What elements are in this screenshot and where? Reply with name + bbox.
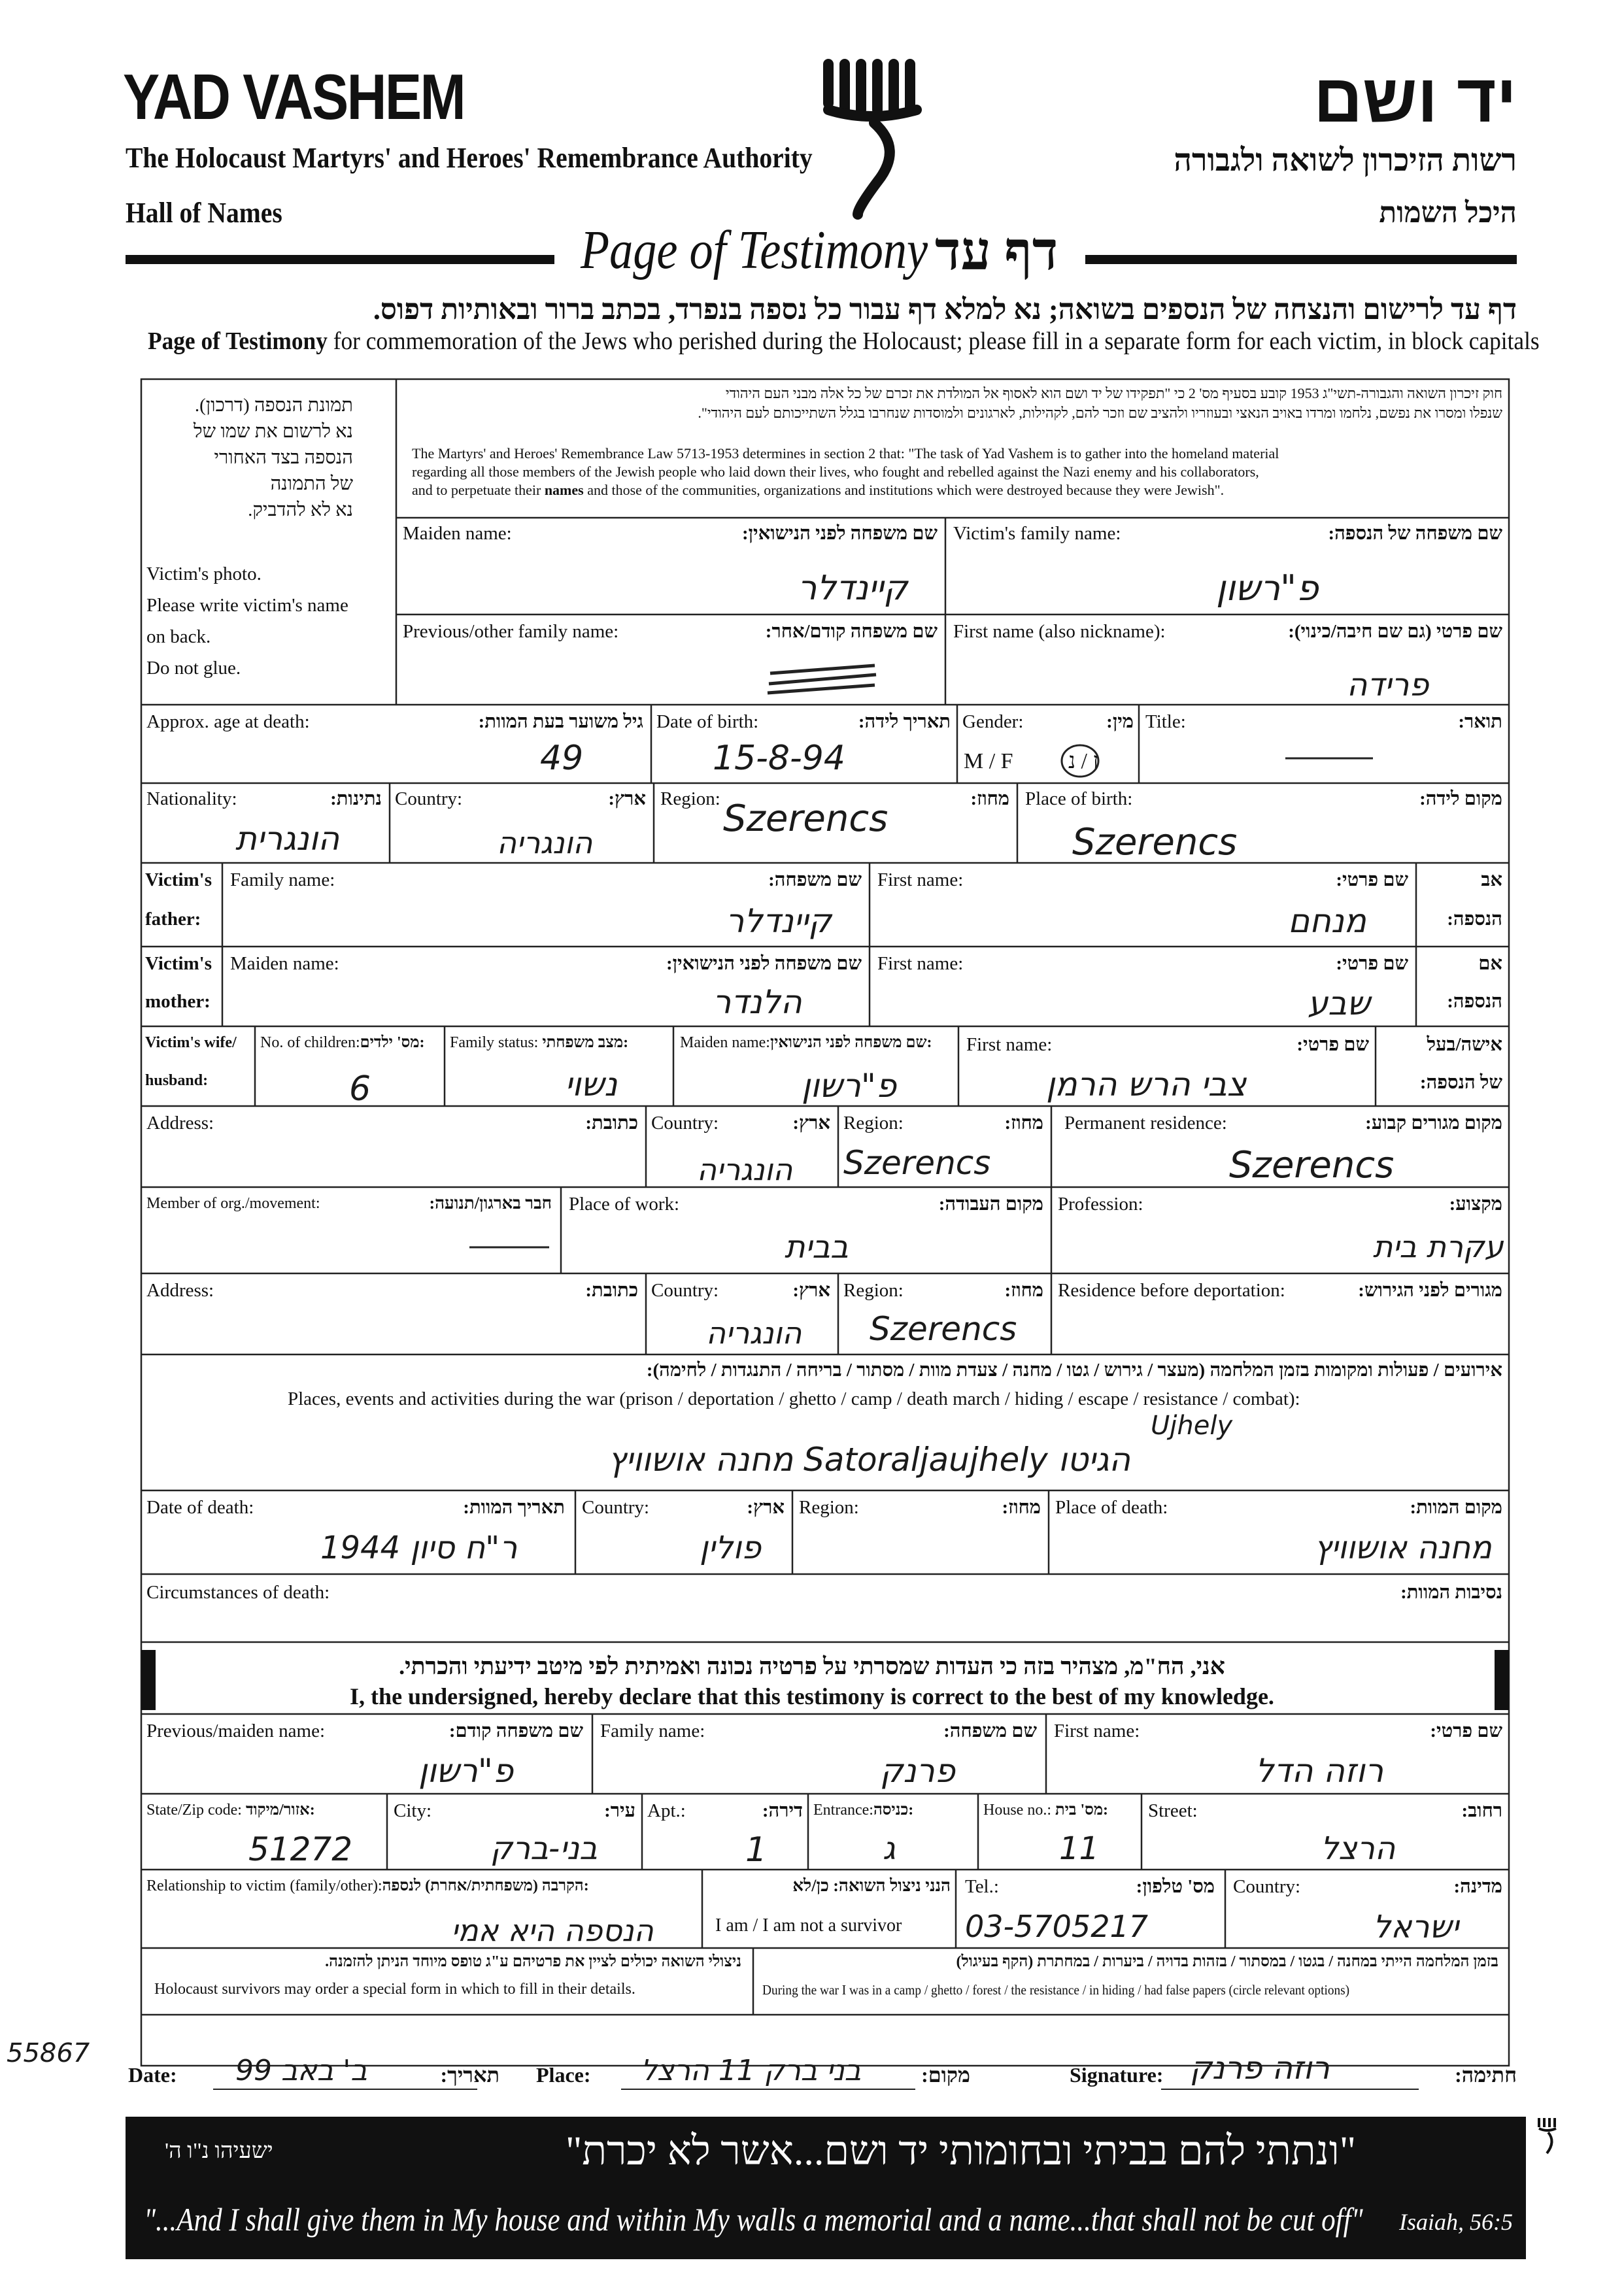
w-country-label: Country: (1233, 1876, 1301, 1897)
prev-family-name-label-he: שם משפחה קודם/אחר: (765, 621, 938, 642)
father-first-name-label-he: שם פרטי: (1336, 869, 1408, 890)
w-relationship-value[interactable]: הנספה היא אמי (451, 1913, 654, 1948)
w-entrance-value[interactable]: ג (883, 1830, 896, 1867)
photo-he-2: נא לרשום את שמו של (193, 421, 353, 442)
w-place-value[interactable]: בני ברק 11 הרצל (641, 2054, 862, 2087)
death-country-label-he: ארץ: (747, 1497, 785, 1518)
father-family-name-label-he: שם משפחה: (768, 869, 862, 890)
org-subtitle-en: The Holocaust Martyrs' and Heroes' Remembrance Authority (126, 142, 813, 174)
w-place-label-he: מקום: (921, 2063, 970, 2087)
death-region-label-he: מחוז: (1002, 1497, 1041, 1518)
spouse-first-name-label-he: שם פרטי: (1296, 1034, 1369, 1055)
during-war-en: During the war I was in a camp / ghetto / forest / the resistance / in hiding / had false papers (circle relevant options) (762, 1982, 1350, 1998)
approx-age-label-he: גיל משוער בעת המוות: (478, 711, 643, 732)
date-of-death-label-he: תאריך המוות: (463, 1497, 565, 1518)
quote-he-ref: ישעיהו נ"ו ה' (165, 2139, 273, 2163)
w-entrance-label: Entrance:כניסה: (813, 1802, 914, 1819)
family-status-value[interactable]: נשוי (565, 1066, 618, 1103)
place-of-work-label: Place of work: (569, 1194, 680, 1215)
no-children-label: No. of children:מס' ילדים: (260, 1034, 425, 1051)
place-of-birth-label-he: מקום לידה: (1419, 788, 1502, 809)
spouse-maiden-label: Maiden name:שם משפחה לפני הנישואין: (680, 1034, 932, 1051)
photo-en-2: Please write victim's name (146, 595, 348, 616)
w-date-value[interactable]: ב' באב 99 (235, 2054, 367, 2087)
w-prev-maiden-label: Previous/maiden name: (146, 1721, 326, 1741)
w-prev-maiden-label-he: שם משפחה קודם: (448, 1721, 583, 1741)
title-label-he: תואר: (1458, 711, 1502, 732)
permanent-residence-value[interactable]: Szerencs (1229, 1144, 1395, 1186)
nationality-value[interactable]: הונגרית (235, 820, 340, 858)
member-org-label: Member of org./movement: (146, 1195, 320, 1212)
w-first-name-value[interactable]: רוזה הדל (1255, 1752, 1384, 1790)
declaration-he: אני, הח"מ, מצהיר בזה כי העדות שמסרתי על פרטיה נכונה ואמיתית לפי מיטב ידיעתי והכרתי. (399, 1653, 1225, 1679)
photo-en-1: Victim's photo. (146, 563, 262, 584)
region-label: Region: (660, 788, 720, 809)
events-label-he: אירועים / פעולות ומקומות בזמן המלחמה (מעצר / גירוש / גטו / מחנה / צעדת מוות / מסתור / בריחה / התנגדות / לחימה): (646, 1360, 1502, 1381)
events-value[interactable]: הגיטו Satoraljaujhely מחנה אושוויץ (608, 1441, 1131, 1479)
dob-label: Date of birth: (656, 711, 759, 732)
w-signature-label: Signature: (1070, 2063, 1164, 2087)
country-value[interactable]: הונגריה (497, 825, 593, 860)
death-region-label: Region: (799, 1497, 859, 1518)
permanent-residence-label: Permanent residence: (1064, 1113, 1227, 1134)
permanent-residence-label-he: מקום מגורים קבוע: (1365, 1113, 1502, 1134)
title-label: Title: (1145, 711, 1186, 732)
w-signature-label-he: חתימה: (1455, 2063, 1517, 2087)
mother-maiden-name-label-he: שם משפחה לפני הנישואין: (666, 953, 862, 974)
mother-label: mother: (145, 991, 211, 1012)
w-signature-value[interactable]: רוזה פרנק (1190, 2050, 1330, 2087)
dob-label-he: תאריך לידה: (858, 711, 951, 732)
residence-before-dep-label-he: מגורים לפני הגירוש: (1358, 1280, 1502, 1301)
country-label-he: ארץ: (608, 788, 646, 809)
gender-label-he: מין: (1106, 711, 1134, 732)
w-house-label: House no.: מס' בית: (983, 1802, 1109, 1819)
approx-age-label: Approx. age at death: (146, 711, 310, 732)
w-city-label: City: (394, 1800, 432, 1821)
maiden-name-label-he: שם משפחה לפני הנישואין: (741, 523, 938, 544)
quote-banner (126, 2117, 1526, 2259)
small-logo-icon (1535, 2113, 1561, 2159)
nationality-label: Nationality: (146, 788, 237, 809)
law-he-1: חוק זיכרון השואה והגבורה-תשי"ג 1953 קובע בסעיף מס' 2 כי "תפקידו של יד ושם הוא לאסוף אל המולדת את זכרם של כל אלה מבני העם היהודי (725, 385, 1502, 401)
w-place-label: Place: (536, 2063, 591, 2087)
father-he-2: הנספה: (1447, 909, 1502, 930)
place-of-work-label-he: מקום העבודה: (938, 1194, 1043, 1215)
spouse-he-2: של הנספה: (1419, 1072, 1502, 1093)
photo-en-3: on back. (146, 626, 211, 647)
profession-label: Profession: (1058, 1194, 1143, 1215)
profession-label-he: מקצוע: (1449, 1194, 1502, 1215)
address-2-country-label: Country: (651, 1280, 719, 1301)
address-region-label: Region: (843, 1113, 904, 1134)
mother-maiden-name-label: Maiden name: (230, 953, 339, 974)
w-street-label-he: רחוב: (1461, 1800, 1502, 1821)
document-number: 55867 (7, 2038, 90, 2068)
spouse-first-name-value[interactable]: צבי הרש הרמן (1046, 1066, 1247, 1103)
quote-he: "ונתתי להם בביתי ובחומותי יד ושם...אשר לא יכרת" (565, 2129, 1356, 2174)
w-apt-label: Apt.: (647, 1800, 686, 1821)
w-street-label: Street: (1148, 1800, 1198, 1821)
during-war-he: בזמן המלחמה הייתי במחנה / בגטו / במסתור / בזהות בדויה / ביערות / במחתרת (הקף בעיגול) (956, 1953, 1498, 1970)
circumstances-label: Circumstances of death: (146, 1582, 330, 1603)
nationality-label-he: נתינות: (330, 788, 382, 809)
photo-en-4: Do not glue. (146, 658, 241, 679)
w-survivor-label-en: I am / I am not a survivor (715, 1915, 902, 1936)
address-label: Address: (146, 1113, 214, 1134)
photo-he-5: נא לא להדביק. (248, 499, 353, 520)
first-name-nick-label-he: שם פרטי (גם שם חיבה/כינוי): (1288, 621, 1502, 642)
mother-first-name-label: First name: (877, 953, 964, 974)
hall-of-names-en: Hall of Names (126, 197, 282, 229)
address-country-value[interactable]: הונגריה (697, 1152, 793, 1187)
father-family-name-value[interactable]: קיינדלר (726, 902, 832, 940)
w-zip-value[interactable]: 51272 (248, 1830, 353, 1868)
address-2-country-label-he: ארץ: (792, 1280, 830, 1301)
victims-family-name-value[interactable]: פ"רשון (1216, 567, 1319, 609)
gender-options[interactable]: M / F (964, 749, 1013, 773)
maiden-name-label: Maiden name: (403, 523, 512, 544)
father-first-name-value[interactable]: מנחם (1288, 902, 1366, 940)
instructions-he: דף עד לרישום והנצחה של הנספים בשואה; נא למלא דף עבור כל נספה בנפרד, בכתב ברור ובאותיות דפוס. (373, 294, 1517, 326)
mother-he-2: הנספה: (1447, 991, 1502, 1012)
photo-he-4: של התמונה (270, 473, 353, 494)
mother-maiden-name-value[interactable]: הלנדר (713, 983, 802, 1021)
place-of-birth-value[interactable]: Szerencs (1072, 821, 1238, 864)
address-country-label: Country: (651, 1113, 719, 1134)
address-label-he: כתובת: (585, 1113, 638, 1134)
law-en-1: The Martyrs' and Heroes' Remembrance Law 5713-1953 determines in section 2 that: "The task of Yad Vashem is to gather into the homeland material (412, 445, 1279, 462)
declaration-bar-right (1495, 1650, 1509, 1710)
w-tel-label: Tel.: (965, 1876, 999, 1897)
photo-he-1: תמונת הנספה (דרכון). (194, 395, 353, 416)
spouse-maiden-value[interactable]: פ"רשון (802, 1067, 897, 1105)
place-of-birth-label: Place of birth: (1025, 788, 1133, 809)
address-region-value[interactable]: Szerencs (843, 1144, 991, 1182)
address-2-label: Address: (146, 1280, 214, 1301)
w-zip-label: State/Zip code: אזור/מיקוד: (146, 1802, 315, 1819)
w-date-label-he: תאריך: (440, 2063, 499, 2087)
spouse-first-name-label: First name: (966, 1034, 1053, 1055)
org-subtitle-he: רשות הזיכרון לשואה ולגבורה (1174, 143, 1517, 178)
w-family-name-label-he: שם משפחה: (943, 1721, 1037, 1741)
father-he-1: אב (1481, 869, 1502, 890)
w-street-value[interactable]: הרצל (1321, 1830, 1396, 1867)
place-of-death-label: Place of death: (1055, 1497, 1168, 1518)
org-name-he: יד ושם (1313, 61, 1517, 137)
quote-en-ref: Isaiah, 56:5 (1399, 2209, 1513, 2235)
circumstances-label-he: נסיבות המוות: (1400, 1582, 1502, 1603)
address-2-region-label-he: מחוז: (1004, 1280, 1043, 1301)
approx-age-value[interactable]: 49 (540, 739, 584, 778)
death-country-label: Country: (582, 1497, 650, 1518)
no-children-value[interactable]: 6 (349, 1069, 371, 1109)
family-status-label: Family status: מצב משפחתי: (450, 1034, 629, 1051)
wife-husband-label-1: Victim's wife/ (145, 1034, 237, 1051)
address-region-label-he: מחוז: (1004, 1113, 1043, 1134)
w-house-value[interactable]: 11 (1059, 1830, 1100, 1867)
form-title-he: דף עד (935, 222, 1058, 281)
declaration-bar-left (141, 1650, 156, 1710)
w-date-label: Date: (128, 2063, 177, 2087)
first-name-value[interactable]: פרידה (1347, 667, 1429, 703)
first-name-nick-label: First name (also nickname): (953, 621, 1166, 642)
w-prev-maiden-value[interactable]: פ"רשון (418, 1752, 514, 1790)
w-first-name-label-he: שם פרטי: (1430, 1721, 1502, 1741)
member-org-label-he: חבר בארגון/תנועה: (429, 1194, 552, 1213)
survivors-note-he: ניצולי השואה יכולים לציין את פרטיהם ע"ג טופס מיוחד הניתן להזמנה. (325, 1953, 741, 1970)
photo-he-3: הנספה בצד האחורי (214, 447, 353, 468)
events-extra-value[interactable]: Ujhely (1151, 1411, 1233, 1441)
hall-of-names-he: היכל השמות (1379, 197, 1517, 229)
events-label-en: Places, events and activities during the war (prison / deportation / ghetto / camp / death march / hiding / escape / resistance / combat): (288, 1388, 1300, 1409)
survivors-note-en: Holocaust survivors may order a special form in which to fill in their details. (154, 1981, 635, 1998)
wife-husband-label-2: husband: (145, 1072, 209, 1089)
w-relationship-label: Relationship to victim (family/other):הקרבה (משפחתית/אחרת) לנספה: (146, 1877, 589, 1894)
law-en-2: regarding all those members of the Jewish people who laid down their lives, who fought and rebelled against the Nazi enemy and his collaborators, (412, 463, 1259, 480)
gender-label: Gender: (962, 711, 1024, 732)
dob-value[interactable]: 15-8-94 (713, 739, 845, 778)
residence-before-dep-label: Residence before deportation: (1058, 1280, 1285, 1301)
instructions-en: Page of Testimony for commemoration of the Jews who perished during the Holocaust; please fill in a separate form for each victim, in block capitals (148, 328, 1540, 355)
declaration-en: I, the undersigned, hereby declare that this testimony is correct to the best of my knowledge. (350, 1683, 1274, 1709)
date-of-death-label: Date of death: (146, 1497, 254, 1518)
country-label: Country: (395, 788, 463, 809)
father-family-name-label: Family name: (230, 869, 335, 890)
maiden-name-value[interactable]: קיינדלר (798, 569, 908, 608)
address-2-region-value[interactable]: Szerencs (870, 1310, 1017, 1348)
w-city-value[interactable]: בני-ברק (490, 1830, 598, 1867)
org-name-en: YAD VASHEM (123, 61, 465, 133)
victims-family-name-label: Victim's family name: (953, 523, 1121, 544)
prev-family-name-label: Previous/other family name: (403, 621, 619, 642)
gender-circle-icon (1059, 743, 1101, 779)
quote-en: "...And I shall give them in My house and within My walls a memorial and a name...that shall not be cut off" (144, 2201, 1363, 2238)
region-label-he: מחוז: (970, 788, 1009, 809)
mother-first-name-label-he: שם פרטי: (1336, 953, 1408, 974)
w-tel-label-he: מס' טלפון: (1136, 1876, 1215, 1897)
profession-value[interactable]: עקרת בית (1373, 1229, 1504, 1264)
w-family-name-label: Family name: (600, 1721, 705, 1741)
victims-label-father: Victim's (145, 869, 212, 890)
victims-family-name-label-he: שם משפחה של הנספה: (1328, 523, 1502, 544)
death-country-value[interactable]: פולין (700, 1530, 762, 1566)
mother-he-1: אם (1478, 953, 1502, 974)
w-country-value[interactable]: ישראל (1373, 1909, 1459, 1945)
date-of-death-value[interactable]: ר"ח סיון 1944 (320, 1530, 518, 1566)
mother-first-name-value[interactable]: שבע (1308, 984, 1370, 1022)
strikethrough-scribble-icon (764, 660, 881, 699)
form-title-en: Page of Testimony (581, 220, 928, 280)
w-country-label-he: מדינה: (1453, 1876, 1502, 1897)
w-apt-label-he: דירה: (762, 1800, 803, 1821)
w-tel-value[interactable]: 03-5705217 (965, 1909, 1148, 1944)
victims-label-mother: Victim's (145, 953, 212, 974)
law-en-3: and to perpetuate their names and those of the communities, organizations and institutions which were destroyed because they were Jewish". (412, 482, 1225, 498)
father-label: father: (145, 909, 201, 930)
w-family-name-value[interactable]: פרנק (880, 1752, 955, 1790)
region-value[interactable]: Szerencs (723, 798, 888, 840)
w-apt-value[interactable]: 1 (745, 1830, 768, 1870)
spouse-he-1: אישה/בעל (1427, 1034, 1502, 1055)
father-first-name-label: First name: (877, 869, 964, 890)
place-of-work-value[interactable]: בבית (785, 1229, 849, 1266)
place-of-death-value[interactable]: מחנה אושוויץ (1314, 1530, 1492, 1566)
address-2-label-he: כתובת: (585, 1280, 638, 1301)
w-first-name-label: First name: (1054, 1721, 1140, 1741)
w-city-label-he: עיר: (604, 1800, 635, 1821)
place-of-death-label-he: מקום המוות: (1410, 1497, 1502, 1518)
gender-options-he[interactable]: ז / נ (1068, 749, 1099, 773)
address-2-region-label: Region: (843, 1280, 904, 1301)
law-he-2: שנפלו ומסרו את נפשם, נלחמו ומרדו באויב הנאצי ובעוזריו ולהציב שם וזכר להם, לקהילות, לארגונים ולמוסדות שנחרבו בגלל השתייכותם לעם היהודי". (698, 405, 1502, 421)
address-2-country-value[interactable]: הונגריה (706, 1315, 802, 1351)
w-survivor-label-he: הנני ניצול השואה: כן/לא (792, 1876, 951, 1895)
address-country-label-he: ארץ: (792, 1113, 830, 1134)
